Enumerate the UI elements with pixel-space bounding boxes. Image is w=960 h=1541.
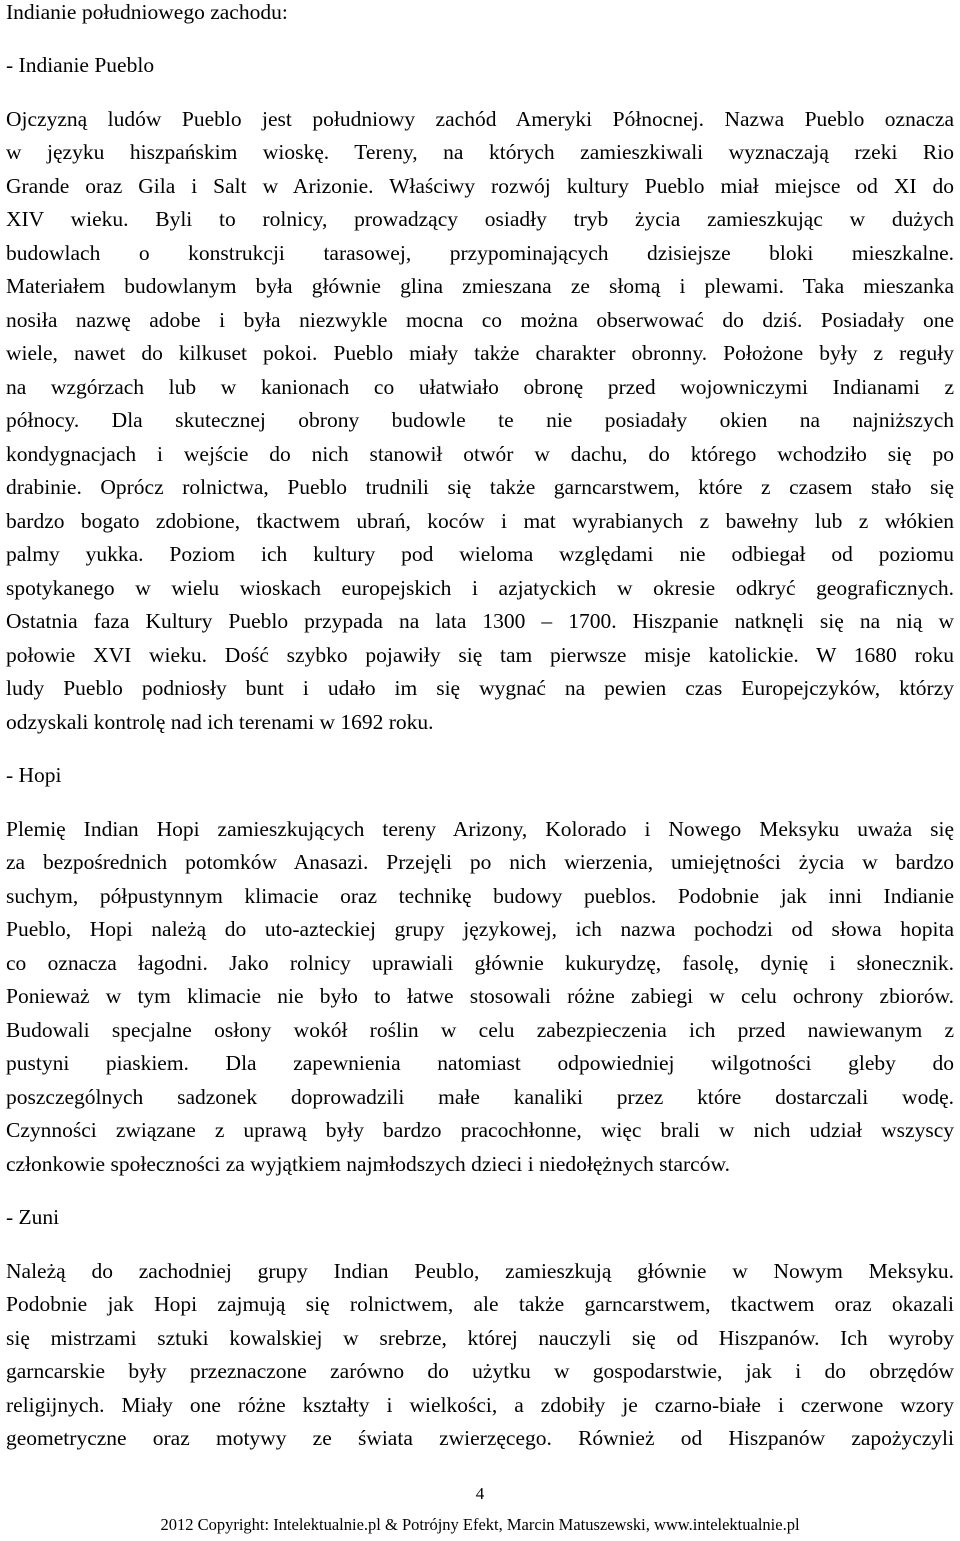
paragraph-line-last: członkowie społeczności za wyjątkiem najmłodszych dzieci i niedołężnych starców. <box>6 1152 730 1176</box>
paragraph-line: Plemię Indian Hopi zamieszkujących tereny Arizony, Kolorado i Nowego Meksyku uważa się <box>6 817 954 841</box>
paragraph-line: bardzo bogato zdobione, tkactwem ubrań, koców i mat wyrabianych z bawełny lub z włókien <box>6 509 954 533</box>
paragraph-line: spotykanego w wielu wioskach europejskich i azjatyckich w okresie odkryć geograficznych. <box>6 576 954 600</box>
paragraph-line: połowie XVI wieku. Dość szybko pojawiły się tam pierwsze misje katolickie. W 1680 roku <box>6 643 954 667</box>
paragraph-line: Ponieważ w tym klimacie nie było to łatwe stosowali różne zabiegi w celu ochrony zbiorów. <box>6 984 954 1008</box>
paragraph-line: na wzgórzach lub w kanionach co ułatwiało obronę przed wojowniczymi Indianami z <box>6 375 954 399</box>
page-number: 4 <box>475 1484 485 1503</box>
paragraph-line: za bezpośrednich potomków Anasazi. Przejęli po nich wierzenia, umiejętności życia w bardzo <box>6 850 954 874</box>
paragraph-line: północy. Dla skutecznej obrony budowle te nie posiadały okien na najniższych <box>6 408 954 432</box>
paragraph-line: Ostatnia faza Kultury Pueblo przypada na lata 1300 – 1700. Hiszpanie natknęli się na nią w <box>6 609 954 633</box>
paragraph-line: suchym, półpustynnym klimacie oraz technikę budowy pueblos. Podobnie jak inni Indianie <box>6 884 954 908</box>
paragraph-line-last: odzyskali kontrolę nad ich terenami w 1692 roku. <box>6 710 434 734</box>
paragraph-line: Grande oraz Gila i Salt w Arizonie. Właściwy rozwój kultury Pueblo miał miejsce od XI do <box>6 174 954 198</box>
paragraph-line: drabinie. Oprócz rolnictwa, Pueblo trudnili się także garncarstwem, które z czasem stało się <box>6 475 954 499</box>
paragraph-line: geometryczne oraz motywy ze świata zwierzęcego. Również od Hiszpanów zapożyczyli <box>6 1426 954 1450</box>
paragraph-line: kondygnacjach i wejście do nich stanowił otwór w dachu, do którego wchodziło się po <box>6 442 954 466</box>
paragraph-line: co oznacza łagodni. Jako rolnicy uprawiali głównie kukurydzę, fasolę, dynię i słonecznik. <box>6 951 954 975</box>
paragraph-line: się mistrzami sztuki kowalskiej w srebrze, której nauczyli się od Hiszpanów. Ich wyroby <box>6 1326 954 1350</box>
paragraph-line: ludy Pueblo podniosły bunt i udało im się wygnać na pewien czas Europejczyków, którzy <box>6 676 954 700</box>
paragraph-line: Podobnie jak Hopi zajmują się rolnictwem, ale także garncarstwem, tkactwem oraz okazali <box>6 1292 954 1316</box>
paragraph-line: Pueblo, Hopi należą do uto-azteckiej grupy językowej, ich nazwa pochodzi od słowa hopita <box>6 917 954 941</box>
paragraph-line: poszczególnych sadzonek doprowadzili małe kanaliki przez które dostarczali wodę. <box>6 1085 954 1109</box>
paragraph-line: budowlach o konstrukcji tarasowej, przypominających dzisiejsze bloki mieszkalne. <box>6 241 954 265</box>
paragraph-line: Należą do zachodniej grupy Indian Peublo, zamieszkują głównie w Nowym Meksyku. <box>6 1259 954 1283</box>
section-title-zuni: - Zuni <box>6 1205 60 1229</box>
paragraph-line: w języku hiszpańskim wioskę. Tereny, na których zamieszkiwali wyznaczają rzeki Rio <box>6 140 954 164</box>
paragraph-line: wiele, nawet do kilkuset pokoi. Pueblo miały także charakter obronny. Położone były z reguły <box>6 341 954 365</box>
section-title-pueblo: - Indianie Pueblo <box>6 53 155 77</box>
paragraph-line: Ojczyzną ludów Pueblo jest południowy zachód Ameryki Północnej. Nazwa Pueblo oznacza <box>6 107 954 131</box>
section-title-hopi: - Hopi <box>6 763 62 787</box>
paragraph-line: pustyni piaskiem. Dla zapewnienia natomiast odpowiedniej wilgotności gleby do <box>6 1051 954 1075</box>
paragraph-line: XIV wieku. Byli to rolnicy, prowadzący osiadły tryb życia zamieszkując w dużych <box>6 207 954 231</box>
document-heading: Indianie południowego zachodu: <box>6 0 288 24</box>
paragraph-line: palmy yukka. Poziom ich kultury pod wieloma względami nie odbiegał od poziomu <box>6 542 954 566</box>
paragraph-line: Materiałem budowlanym była głównie glina zmieszana ze słomą i plewami. Taka mieszanka <box>6 274 954 298</box>
paragraph-line: nosiła nazwę adobe i była niezwykle mocna co można obserwować do dziś. Posiadały one <box>6 308 954 332</box>
footer-copyright: 2012 Copyright: Intelektualnie.pl & Potrójny Efekt, Marcin Matuszewski, www.intelektualnie.pl <box>160 1515 800 1534</box>
paragraph-line: garncarskie były przeznaczone zarówno do użytku w gospodarstwie, jak i do obrzędów <box>6 1359 954 1383</box>
paragraph-line: religijnych. Miały one różne kształty i wielkości, a zdobiły je czarno-białe i czerwone wzory <box>6 1393 954 1417</box>
paragraph-line: Czynności związane z uprawą były bardzo pracochłonne, więc brali w nich udział wszyscy <box>6 1118 954 1142</box>
paragraph-line: Budowali specjalne osłony wokół roślin w celu zabezpieczenia ich przed nawiewanym z <box>6 1018 954 1042</box>
